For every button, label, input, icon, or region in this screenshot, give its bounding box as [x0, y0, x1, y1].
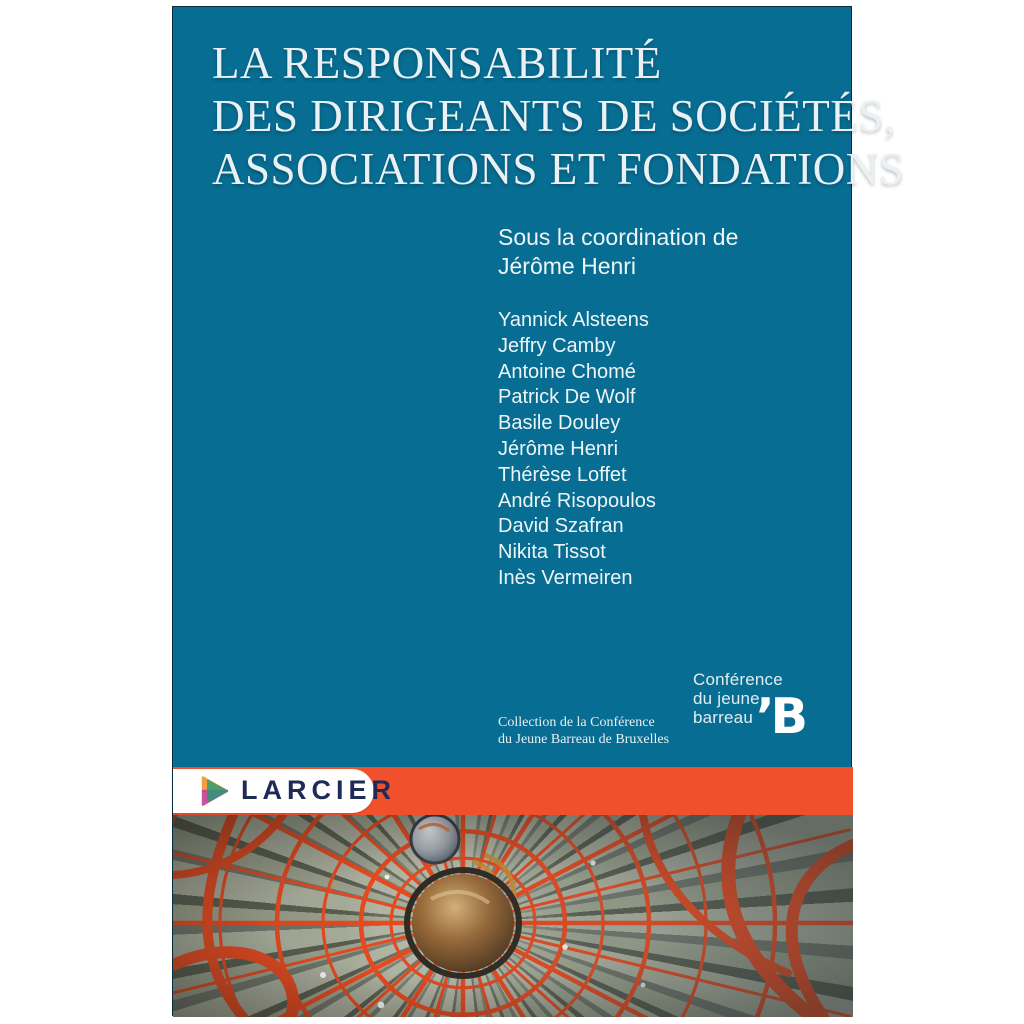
conference-logo-line: barreau: [693, 708, 753, 727]
coordinator-name: Jérôme Henri: [498, 253, 637, 279]
book-title-line: DES DIRIGEANTS DE SOCIÉTÉS,: [212, 91, 896, 141]
larcier-logo: [173, 769, 396, 813]
cover-photo: [173, 815, 853, 1017]
conference-logo-line: du jeune: [693, 689, 760, 708]
book-title: [212, 37, 904, 196]
author-name: Patrick De Wolf: [498, 386, 636, 409]
book-cover: [172, 6, 905, 1016]
author-name: Basile Douley: [498, 412, 621, 435]
author-name: Jérôme Henri: [498, 437, 619, 460]
author-name: Antoine Chomé: [498, 360, 636, 383]
author-name: André Risopoulos: [498, 489, 656, 512]
collection-note: [498, 714, 669, 748]
publisher-band: [173, 767, 853, 815]
author-name: Nikita Tissot: [498, 541, 606, 564]
book-title-line: ASSOCIATIONS ET FONDATIONS: [212, 144, 905, 194]
conference-monogram-icon: ’B: [756, 688, 804, 745]
coordination-label: Sous la coordination de: [498, 224, 739, 250]
authors-list: [498, 308, 656, 592]
collection-line: du Jeune Barreau de Bruxelles: [498, 732, 670, 747]
author-name: Yannick Alsteens: [498, 309, 649, 331]
larcier-triangle-icon: [199, 775, 231, 807]
cover-photo-structure: [173, 815, 853, 1017]
author-name: Thérèse Loffet: [498, 463, 627, 486]
author-name: Inès Vermeiren: [498, 566, 633, 589]
coordination-credit: [498, 223, 738, 281]
author-name: David Szafran: [498, 515, 624, 538]
conference-logo-line: Conférence: [693, 670, 783, 689]
collection-line: Collection de la Conférence: [498, 715, 655, 730]
author-name: Jeffry Camby: [498, 334, 616, 357]
book-title-line: LA RESPONSABILITÉ: [212, 38, 662, 88]
publisher-name: LARCIER: [241, 774, 396, 805]
